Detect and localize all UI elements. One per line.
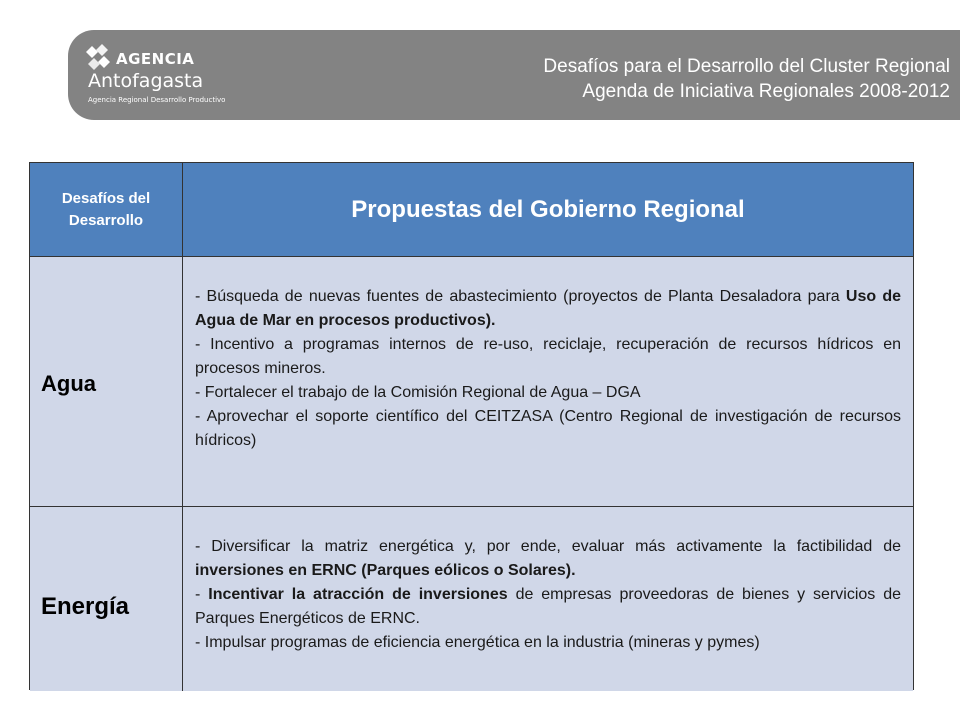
slide-title: [543, 54, 950, 104]
row-label-agua: Agua: [30, 257, 183, 507]
slide-title-line-2: Agenda de Iniciativa Regionales 2008-2012: [582, 81, 950, 102]
row-body-agua: [183, 257, 913, 507]
header-bar: [68, 30, 960, 120]
row-label-energia: Energía: [30, 507, 183, 691]
list-item: - Aprovechar el soporte científico del CEITZASA (Centro Regional de investigación de recursos hídricos): [195, 408, 901, 449]
logo-tagline: Agencia Regional Desarrollo Productivo: [88, 96, 226, 104]
list-item: - Incentivo a programas internos de re-uso, reciclaje, recuperación de recursos hídricos en procesos mineros.: [195, 336, 901, 377]
table-header-proposals: Propuestas del Gobierno Regional: [183, 163, 913, 257]
list-item: - Impulsar programas de eficiencia energética en la industria (mineras y pymes): [195, 634, 760, 651]
table-header-challenges: Desafíos del Desarrollo: [30, 163, 183, 257]
list-item: - Fortalecer el trabajo de la Comisión Regional de Agua – DGA: [195, 384, 641, 401]
agency-star-icon: [86, 44, 112, 70]
list-item: - Incentivar la atracción de inversiones de empresas proveedoras de bienes y servicios de Parques Energéticos de ERNC.: [195, 586, 902, 627]
logo-city: Antofagasta: [88, 70, 204, 92]
proposals-table: [29, 162, 914, 690]
logo-wordmark: AGENCIA: [116, 50, 195, 68]
row-body-energia: [183, 507, 913, 691]
agency-logo: [86, 42, 236, 110]
list-item: - Diversificar la matriz energética y, por ende, evaluar más activamente la factibilidad de inversiones en ERNC (Parques eólicos o Solares).: [195, 538, 901, 579]
slide-title-line-1: Desafíos para el Desarrollo del Cluster Regional: [543, 56, 950, 77]
list-item: - Búsqueda de nuevas fuentes de abastecimiento (proyectos de Planta Desaladora para Uso de Agua de Mar en procesos productivos).: [195, 288, 902, 329]
